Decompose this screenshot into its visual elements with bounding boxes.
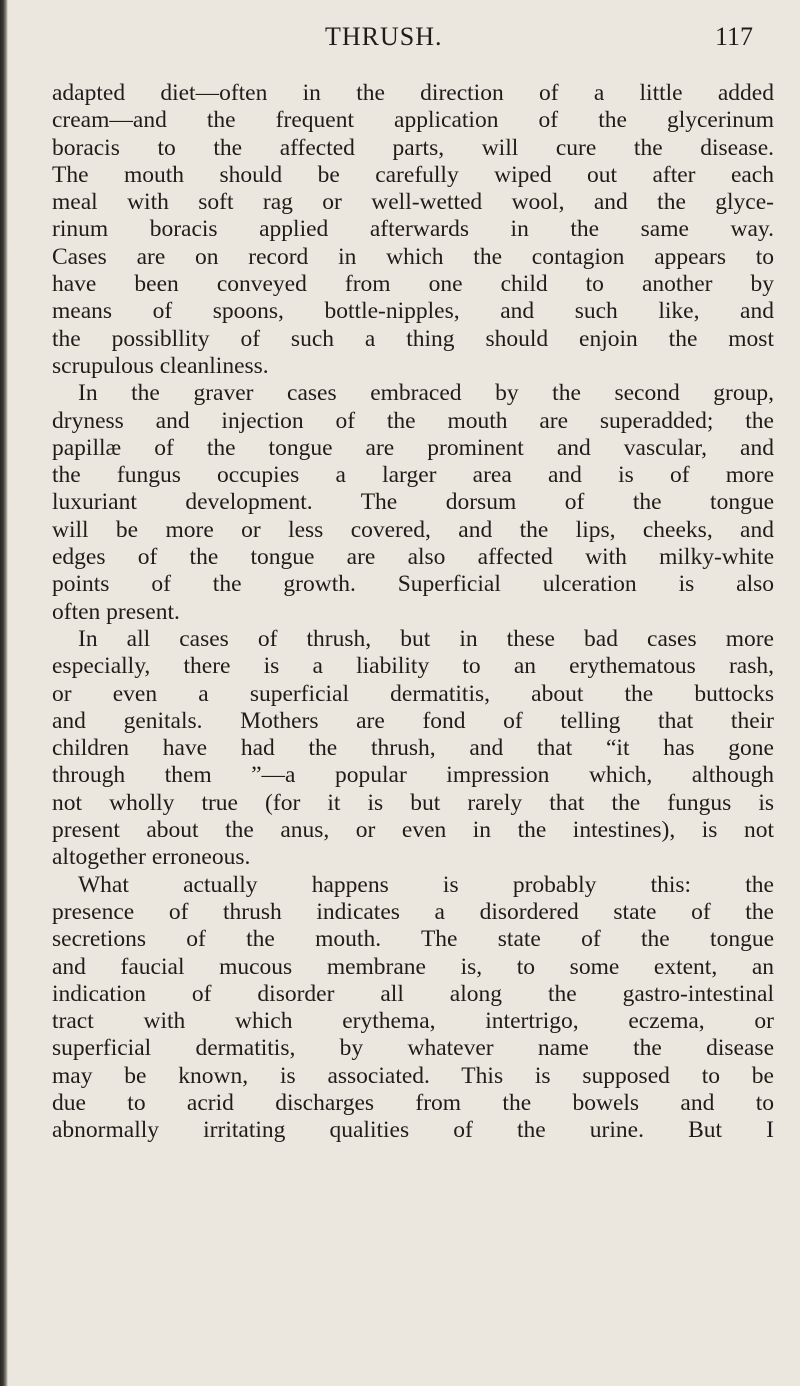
- text-line: In all cases of thrush, but in these bad cases more: [78, 625, 774, 652]
- text-line: In the graver cases embraced by the second group,: [78, 380, 774, 407]
- text-line: secretions of the mouth. The state of the tongue: [52, 926, 774, 953]
- text-line: What actually happens is probably this: the: [78, 871, 774, 898]
- text-line: tract with which erythema, intertrigo, eczema, or: [52, 1008, 774, 1035]
- text-line: indication of disorder all along the gastro-intestinal: [52, 980, 774, 1007]
- body-text: [52, 80, 774, 1145]
- page-number: 117: [715, 22, 754, 51]
- text-line: means of spoons, bottle-nipples, and such like, and: [52, 298, 774, 325]
- text-line: especially, there is a liability to an erythematous rash,: [52, 653, 774, 680]
- text-line: the fungus occupies a larger area and is of more: [52, 462, 774, 489]
- text-line: and genitals. Mothers are fond of telling that their: [52, 707, 774, 734]
- text-line: present about the anus, or even in the intestines), is not: [52, 817, 774, 844]
- text-line: have been conveyed from one child to another by: [52, 271, 774, 298]
- text-line: dryness and injection of the mouth are superadded; the: [52, 407, 774, 434]
- text-line: and faucial mucous membrane is, to some extent, an: [52, 953, 774, 980]
- text-line: scrupulous cleanliness.: [52, 352, 269, 379]
- text-line: luxuriant development. The dorsum of the tongue: [52, 489, 774, 516]
- text-line: meal with soft rag or well-wetted wool, and the glyce-: [52, 189, 774, 216]
- text-line: the possibllity of such a thing should enjoin the most: [52, 325, 774, 352]
- text-line: abnormally irritating qualities of the urine. But I: [52, 1117, 774, 1144]
- text-line: adapted diet—often in the direction of a little added: [52, 80, 774, 106]
- text-line: Cases are on record in which the contagion appears to: [52, 243, 774, 270]
- running-title: THRUSH.: [325, 22, 443, 51]
- text-line: The mouth should be carefully wiped out after each: [52, 161, 774, 188]
- text-line: through them ”—a popular impression which, although: [52, 762, 774, 789]
- text-line: presence of thrush indicates a disordered state of the: [52, 898, 774, 925]
- text-line: papillæ of the tongue are prominent and vascular, and: [52, 434, 774, 461]
- text-line: will be more or less covered, and the lips, cheeks, and: [52, 516, 774, 543]
- text-line: superficial dermatitis, by whatever name the disease: [52, 1035, 774, 1062]
- text-line: boracis to the affected parts, will cure the disease.: [52, 134, 774, 161]
- text-line: cream—and the frequent application of the glycerinum: [52, 107, 774, 134]
- text-line: edges of the tongue are also affected with milky-white: [52, 544, 774, 571]
- text-line: may be known, is associated. This is supposed to be: [52, 1062, 774, 1089]
- text-line: or even a superficial dermatitis, about the buttocks: [52, 680, 774, 707]
- text-line: altogether erroneous.: [52, 844, 251, 871]
- text-line: due to acrid discharges from the bowels and to: [52, 1089, 774, 1116]
- text-line: not wholly true (for it is but rarely that the fungus is: [52, 789, 774, 816]
- page-binding-edge: [0, 0, 8, 1386]
- running-head: [0, 22, 800, 62]
- text-line: children have had the thrush, and that “it has gone: [52, 735, 774, 762]
- text-line: points of the growth. Superficial ulceration is also: [52, 571, 774, 598]
- text-line: often present.: [52, 598, 180, 625]
- text-line: rinum boracis applied afterwards in the same way.: [52, 216, 774, 243]
